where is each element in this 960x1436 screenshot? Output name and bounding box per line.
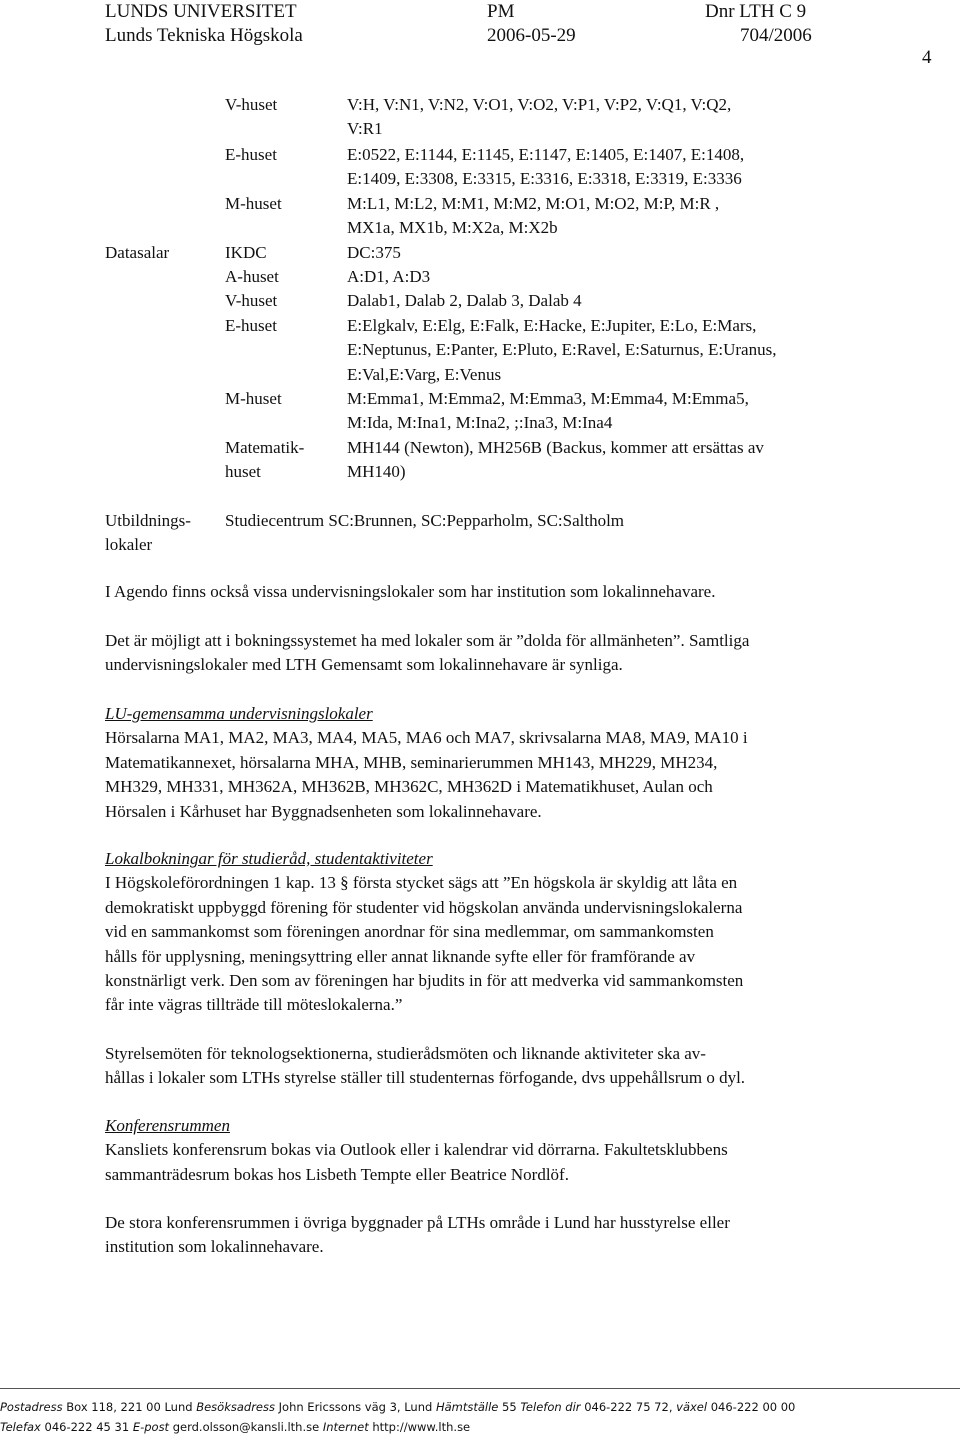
paragraph-styrelsemoten (105, 1042, 860, 1091)
section-lu-gemensamma (105, 702, 860, 824)
room-building-label-line: huset (225, 462, 261, 482)
section-heading: LU-gemensamma undervisningslokaler (105, 704, 373, 723)
paragraph-line: undervisningslokaler med LTH Gemensamt som lokalinnehavare är synliga. (105, 655, 623, 675)
header-university: LUNDS UNIVERSITET (105, 1, 297, 22)
footer-label-postadress: Postadress (0, 1400, 63, 1414)
paragraph-line: demokratiskt uppbyggd förening för studenter vid högskolan använda undervisningslokalerna (105, 897, 743, 917)
paragraph-agendo (105, 580, 860, 604)
footer-label-internet: Internet (322, 1420, 369, 1434)
room-list-line: M:Ida, M:Ina1, M:Ina2, ;:Ina3, M:Ina4 (347, 413, 613, 433)
room-list-line: E:Elgkalv, E:Elg, E:Falk, E:Hacke, E:Jupiter, E:Lo, E:Mars, (347, 316, 757, 335)
footer-value-epost[interactable]: gerd.olsson@kansli.lth.se (172, 1420, 320, 1434)
footer-divider (0, 1388, 960, 1389)
header-dnr: Dnr LTH C 9 (705, 1, 807, 22)
section-konferensrummen (105, 1114, 860, 1187)
room-building-label: IKDC (225, 243, 267, 262)
room-list-line: E:1409, E:3308, E:3315, E:3316, E:3318, E:3319, E:3336 (347, 169, 742, 189)
paragraph-stora-konferensrum (105, 1211, 860, 1260)
room-building-label: M-huset (225, 194, 282, 213)
section-heading: Konferensrummen (105, 1116, 230, 1135)
room-list (347, 241, 867, 265)
room-list-line: M:L1, M:L2, M:M1, M:M2, M:O1, M:O2, M:P, M:R , (347, 194, 720, 213)
room-building-label: V-huset (225, 95, 278, 114)
paragraph-line: Hörsalarna MA1, MA2, MA3, MA4, MA5, MA6 och MA7, skrivsalarna MA8, MA9, MA10 i (105, 728, 748, 748)
section-label-line: Utbildnings- (105, 511, 191, 530)
room-list-line: M:Emma1, M:Emma2, M:Emma3, M:Emma4, M:Emma5, (347, 389, 749, 408)
room-building-label: V-huset (225, 291, 278, 310)
paragraph-line: sammanträdesrum bokas hos Lisbeth Tempte eller Beatrice Nordlöf. (105, 1164, 569, 1184)
study-rooms-list: Studiecentrum SC:Brunnen, SC:Pepparholm, SC:Saltholm (225, 511, 625, 530)
footer-line-1 (0, 1398, 795, 1416)
footer-label-besoksadress: Besöksadress (196, 1400, 275, 1414)
room-list (347, 265, 867, 289)
room-list-line: Dalab1, Dalab 2, Dalab 3, Dalab 4 (347, 291, 582, 310)
header-doc-type: PM (487, 1, 515, 22)
room-building-label-line: Matematik- (225, 438, 305, 457)
footer-label-epost: E-post (132, 1420, 170, 1434)
room-list-line: E:Val,E:Varg, E:Venus (347, 364, 502, 384)
room-list-line: V:R1 (347, 119, 383, 139)
paragraph-line: hållas i lokaler som LTHs styrelse ställer till studenternas förfogande, dvs uppehållsrum o dyl. (105, 1068, 746, 1088)
header-date: 2006-05-29 (487, 25, 576, 46)
room-building-label (225, 436, 304, 485)
section-label-line: lokaler (105, 535, 153, 555)
section-heading: Lokalbokningar för studieråd, studentaktiviteter (105, 849, 433, 868)
room-list-line: E:Neptunus, E:Panter, E:Pluto, E:Ravel, E:Saturnus, E:Uranus, (347, 340, 777, 360)
room-list (347, 143, 867, 192)
section-label-datasalar: Datasalar (105, 243, 170, 262)
paragraph-line: MH329, MH331, MH362A, MH362B, MH362C, MH362D i Matematikhuset, Aulan och (105, 777, 713, 797)
room-list-line: E:0522, E:1144, E:1145, E:1147, E:1405, E:1407, E:1408, (347, 145, 745, 164)
footer-value-besoksadress: John Ericssons väg 3, Lund (278, 1400, 433, 1414)
room-list-line: V:H, V:N1, V:N2, V:O1, V:O2, V:P1, V:P2, V:Q1, V:Q2, (347, 95, 732, 114)
section-label-utbildningslokaler (105, 509, 191, 558)
room-list-line: MX1a, MX1b, M:X2a, M:X2b (347, 218, 558, 238)
paragraph-line: Kansliets konferensrum bokas via Outlook eller i kalendrar vid dörrarna. Fakultetsklubbens (105, 1140, 728, 1160)
room-list-line: A:D1, A:D3 (347, 267, 431, 286)
paragraph-line: konstnärligt verk. Den som av föreningen har bjudits in för att medverka vid sammankomsten (105, 971, 744, 991)
paragraph-line: hålls för upplysning, meningsyttring eller annat liknande syfte eller för framförande av (105, 946, 696, 966)
footer-value-internet[interactable]: http://www.lth.se (372, 1420, 471, 1434)
room-building-label: E-huset (225, 145, 277, 164)
footer-value-vaxel: 046-222 00 00 (710, 1400, 796, 1414)
room-list-line: MH144 (Newton), MH256B (Backus, kommer att ersättas av (347, 438, 764, 457)
room-list (347, 93, 867, 142)
footer-label-hamtstalle: Hämtställe (435, 1400, 499, 1414)
footer-value-telefon: 046-222 75 72, (584, 1400, 673, 1414)
paragraph-line: Styrelsemöten för teknologsektionerna, studierådsmöten och liknande aktiviteter ska av- (105, 1044, 706, 1063)
header-number: 704/2006 (740, 25, 812, 46)
footer-label-telefax: Telefax (0, 1420, 41, 1434)
room-list (347, 314, 867, 387)
paragraph-hidden-rooms (105, 629, 860, 678)
paragraph-line: vid en sammankomst som föreningen anordnar för sina medlemmar, om sammankomsten (105, 922, 714, 942)
room-building-label: A-huset (225, 267, 279, 286)
room-building-label: E-huset (225, 316, 277, 335)
paragraph-line: Det är möjligt att i bokningssystemet ha med lokaler som är ”dolda för allmänheten”. Samtliga (105, 631, 750, 650)
footer-value-postadress: Box 118, 221 00 Lund (66, 1400, 193, 1414)
room-list-line: MH140) (347, 462, 406, 482)
room-list (347, 192, 867, 241)
paragraph-line: får inte vägras tillträde till möteslokalerna.” (105, 995, 403, 1015)
paragraph-line: Matematikannexet, hörsalarna MHA, MHB, seminarierummen MH143, MH229, MH234, (105, 752, 718, 772)
footer-label-telefon: Telefon dir (520, 1400, 581, 1414)
header-faculty: Lunds Tekniska Högskola (105, 25, 303, 46)
footer-line-2 (0, 1418, 470, 1436)
paragraph-line: I Högskoleförordningen 1 kap. 13 § första stycket sägs att ”En högskola är skyldig att låta en (105, 873, 738, 893)
paragraph-line: I Agendo finns också vissa undervisningslokaler som har institution som lokalinnehavare. (105, 582, 716, 601)
section-lokalbokningar (105, 847, 860, 1018)
room-list (347, 289, 867, 313)
footer-value-hamtstalle: 55 (502, 1400, 517, 1414)
paragraph-line: institution som lokalinnehavare. (105, 1237, 324, 1257)
footer-label-vaxel: växel (676, 1400, 708, 1414)
paragraph-line: Hörsalen i Kårhuset har Byggnadsenheten som lokalinnehavare. (105, 801, 542, 821)
footer-value-telefax: 046-222 45 31 (44, 1420, 130, 1434)
room-building-label: M-huset (225, 389, 282, 408)
room-list-line: DC:375 (347, 243, 401, 262)
room-list (347, 387, 867, 436)
page-number: 4 (922, 47, 932, 68)
paragraph-line: De stora konferensrummen i övriga byggnader på LTHs område i Lund har husstyrelse eller (105, 1213, 730, 1232)
room-list (347, 436, 867, 485)
